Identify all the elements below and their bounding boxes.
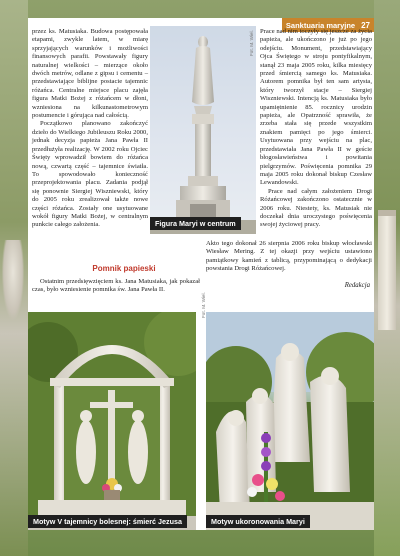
magazine-page <box>28 18 374 530</box>
text-bottom-left <box>32 278 200 295</box>
paragraph: Ostatnim przedsięwzięciem ks. Jana Matusiaka, jak pokazał czas, było wzniesienie pomnika św. Jana Pawła II. <box>32 278 200 294</box>
coronation-illustration <box>206 312 374 530</box>
page-number: 27 <box>361 20 370 30</box>
text-continuation: Akto tego dokonał 26 sierpnia 2006 roku biskup włocławski Wiesław Mering. Z tej okazji przy wejściu ustawiono pamiątkowy kamień z tablicą, przypominającą o dedykacji powstania Drogi Różańcowej. <box>206 240 372 273</box>
paragraph: Początkowo planowano zakończyć dzieło do Wielkiego Jubileuszu Roku 2000, jednak decyzja papieża Jana Pawła II przedłużyła realizację. W 2002 roku Ojciec Święty wprowadził bowiem do różańca nową, czwartą część – tajemnice światła. To spowodowało konieczność przeprojektowania placu. Zadania podjął się ponownie Siergiej Wiszniewski, który do 2005 roku zrealizował także nowe części różańca. Zostały one usytuowane wokół figury Matki Bożej, w centralnym punkcie całego założenia. <box>32 120 148 229</box>
photo-coronation-mary <box>206 312 374 530</box>
shrine-illustration <box>28 312 196 530</box>
paragraph: przez ks. Matusiaka. Budowa postępowała etapami, zwykle latem, w miarę sprzyjających warunków i możliwości finansowych parafii. Powstawały figury naturalnej wielkości – mierzące około dwóch metrów, odlane z gipsu i cementu – przedstawiające biblijne postacie tajemnic różańca. Centralne miejsce placu zajęła figura Matki Bożej z różańcem w dłoni, wzniesiona na kilkunastometrowym postumencie i górująca nad całością. <box>32 28 148 120</box>
photo-caption: Figura Maryi w centrum <box>150 217 241 230</box>
subheading: Pomnik papieski <box>92 264 156 273</box>
photo-mary-statue <box>150 26 256 234</box>
photo-crucifixion-shrine <box>28 312 196 530</box>
photo-caption: Motyw V tajemnicy bolesnej: śmierć Jezusa <box>28 515 187 528</box>
paragraph: Prace nad nim toczyły się jeszcze za życia papieża, ale ukończono je już po jego odejściu. Monument, przedstawiający Ojca Świętego w stroju pontyfikalnym, stanął 23 maja 2005 roku, kilka miesięcy przed śmiercią samego ks. Matusiaka. Autorem pomnika był ten sam artysta, który tworzył stacje – Siergiej Wiszniewski. Intencją ks. Matusiaka było upamiętnienie 85. rocznicy urodzin papieża, ale Opatrzność sprawiła, że zrzeba stała się przede wszystkim znakiem pamięci po jego śmierci. Usytuowana przy wejściu na plac, przedstawiała Jana Pawła II w geście błogosławieństwa i powitania pielgrzymów. Poświęcenia pomnika 29 maja 2005 roku dokonał biskup Czesław Lewandowski. <box>260 28 372 187</box>
background-statue <box>2 240 24 320</box>
text-column-left <box>32 28 148 230</box>
paragraph: Prace nad całym założeniem Drogi Różańcowej zakończono ostatecznie w 2006 roku. Niestety, ks. Matusiak nie doczekał dnia uroczystego poświęcenia swojej życiowej pracy. <box>260 187 372 229</box>
photo-credit: Fot. M. Wiel. <box>201 292 206 318</box>
text-column-right <box>260 28 372 230</box>
photo-caption: Motyw ukoronowania Maryi <box>206 515 310 528</box>
background-pillar <box>378 210 396 330</box>
section-title: Sanktuaria maryjne <box>285 20 356 30</box>
mary-statue-illustration <box>150 26 256 234</box>
photo-credit: Fot. M. Wiel. <box>249 30 254 56</box>
author-signature: Redakcja <box>344 282 370 289</box>
